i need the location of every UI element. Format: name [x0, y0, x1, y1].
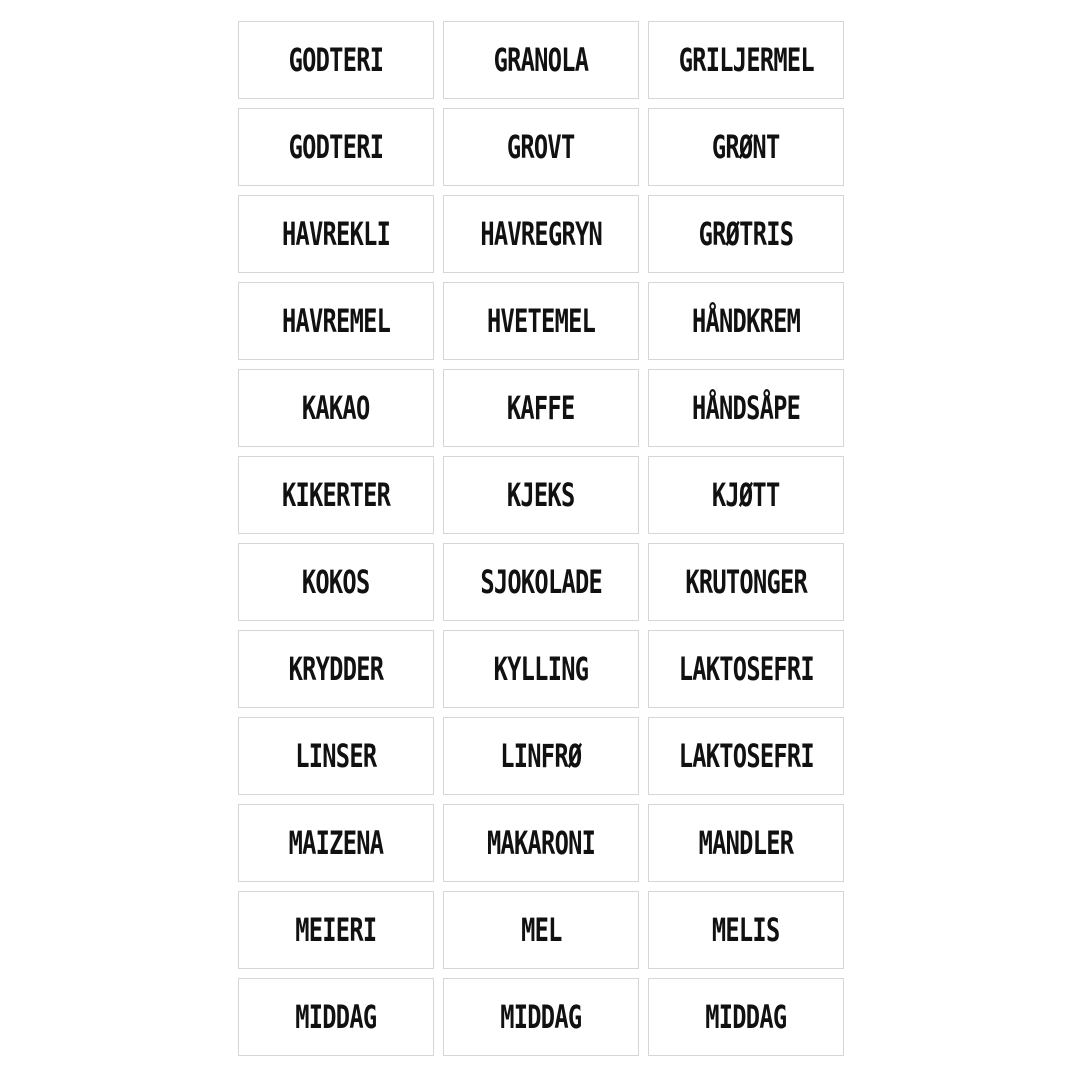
- label-card: [238, 282, 434, 360]
- label-card: [238, 108, 434, 186]
- label-card: [648, 456, 844, 534]
- label-card: [443, 630, 639, 708]
- label-card: [443, 456, 639, 534]
- label-text: KIKERTER: [281, 476, 391, 514]
- label-text: HAVREKLI: [281, 215, 391, 253]
- label-text: MAIZENA: [288, 824, 384, 862]
- label-card: [238, 456, 434, 534]
- label-card: [238, 195, 434, 273]
- label-text: HÅNDSÅPE: [691, 389, 801, 427]
- label-card: [648, 195, 844, 273]
- label-text: GROVT: [507, 128, 575, 166]
- label-text: GRØNT: [712, 128, 780, 166]
- label-card: [443, 21, 639, 99]
- label-text: KJØTT: [712, 476, 780, 514]
- label-card: [443, 978, 639, 1056]
- label-text: MIDDAG: [295, 998, 377, 1036]
- label-card: [443, 717, 639, 795]
- label-text: HAVREGRYN: [480, 215, 602, 253]
- label-card: [238, 891, 434, 969]
- label-card: [648, 804, 844, 882]
- label-card: [648, 717, 844, 795]
- label-card: [648, 978, 844, 1056]
- label-text: MANDLER: [698, 824, 794, 862]
- label-card: [648, 21, 844, 99]
- label-text: SJOKOLADE: [480, 563, 602, 601]
- label-text: GODTERI: [288, 128, 384, 166]
- label-card: [238, 543, 434, 621]
- label-card: [443, 108, 639, 186]
- label-text: GRØTRIS: [698, 215, 794, 253]
- label-text: MEL: [520, 911, 562, 949]
- label-text: KRUTONGER: [685, 563, 807, 601]
- label-card: [648, 369, 844, 447]
- label-card: [648, 282, 844, 360]
- label-card: [443, 195, 639, 273]
- label-card: [443, 891, 639, 969]
- label-card: [443, 282, 639, 360]
- label-card: [443, 804, 639, 882]
- label-text: MEIERI: [295, 911, 377, 949]
- label-text: KOKOS: [302, 563, 370, 601]
- label-card: [238, 21, 434, 99]
- label-sheet: [238, 21, 844, 1059]
- label-grid: [238, 21, 844, 1056]
- label-text: MIDDAG: [500, 998, 582, 1036]
- label-text: MAKARONI: [486, 824, 596, 862]
- label-card: [648, 630, 844, 708]
- label-text: KAKAO: [302, 389, 370, 427]
- label-text: HAVREMEL: [281, 302, 391, 340]
- label-card: [238, 978, 434, 1056]
- label-card: [238, 717, 434, 795]
- label-card: [443, 369, 639, 447]
- label-text: KRYDDER: [288, 650, 384, 688]
- label-text: KJEKS: [507, 476, 575, 514]
- label-card: [238, 369, 434, 447]
- label-text: KAFFE: [507, 389, 575, 427]
- label-text: GODTERI: [288, 41, 384, 79]
- label-card: [238, 630, 434, 708]
- label-text: GRANOLA: [493, 41, 589, 79]
- label-text: MELIS: [712, 911, 780, 949]
- label-card: [648, 891, 844, 969]
- label-text: LINSER: [295, 737, 377, 775]
- label-text: GRILJERMEL: [678, 41, 814, 79]
- label-text: LINFRØ: [500, 737, 582, 775]
- label-card: [648, 108, 844, 186]
- label-text: KYLLING: [493, 650, 589, 688]
- label-card: [238, 804, 434, 882]
- label-text: LAKTOSEFRI: [678, 650, 814, 688]
- label-text: LAKTOSEFRI: [678, 737, 814, 775]
- label-card: [648, 543, 844, 621]
- label-text: HVETEMEL: [486, 302, 596, 340]
- label-text: MIDDAG: [705, 998, 787, 1036]
- label-text: HÅNDKREM: [691, 302, 801, 340]
- label-card: [443, 543, 639, 621]
